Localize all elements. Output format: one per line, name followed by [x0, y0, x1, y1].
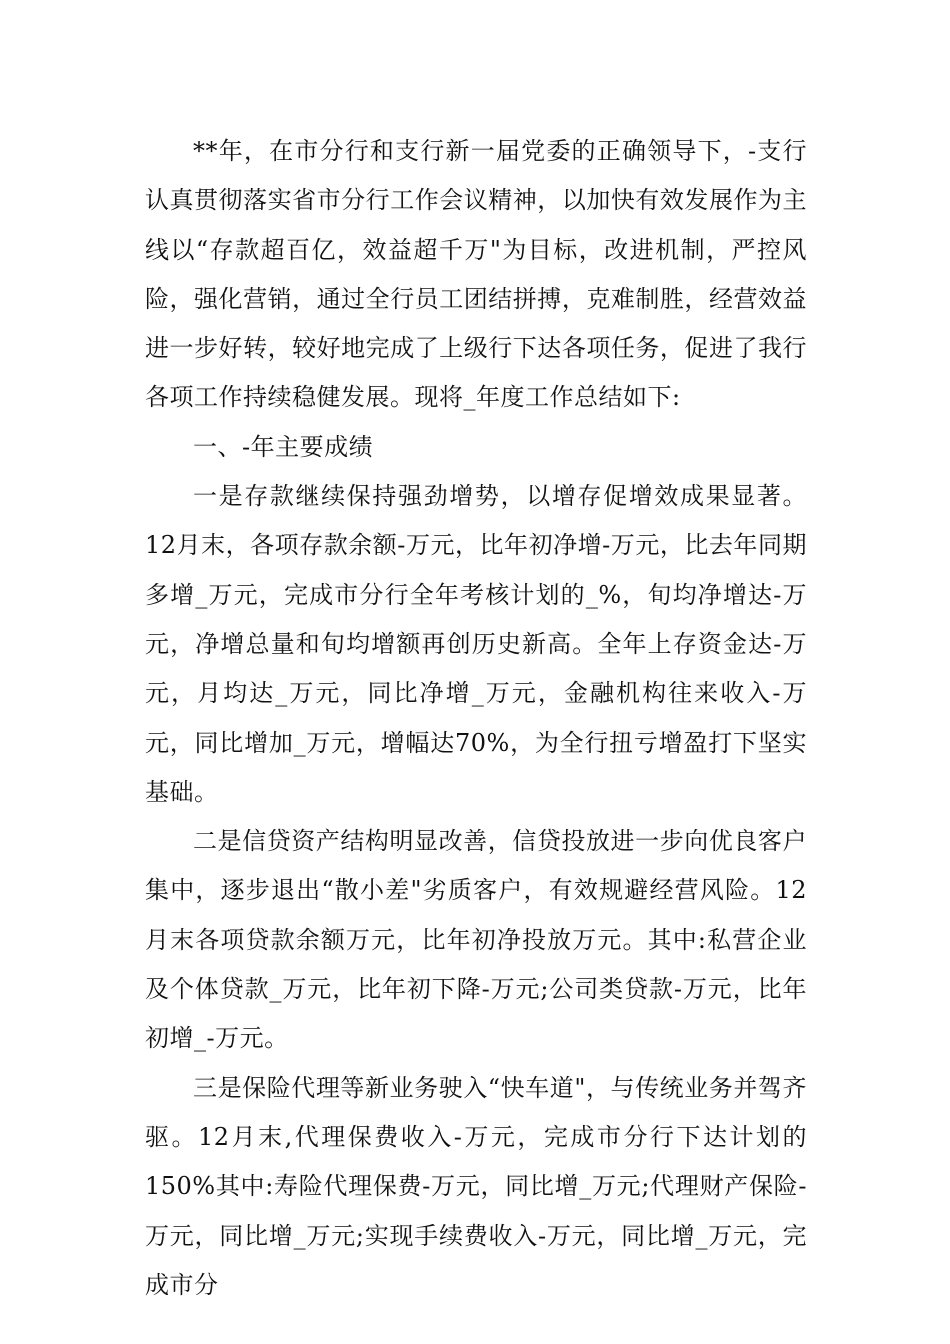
document-body: [145, 127, 807, 1310]
intro-paragraph: **年，在市分行和支行新一届党委的正确领导下，-支行认真贯彻落实省市分行工作会议精神，以加快有效发展作为主线以“存款超百亿，效益超千万"为目标，改进机制，严控风险，强化营销，通过全行员工团结拼搏，克难制胜，经营效益进一步好转，较好地完成了上级行下达各项任务，促进了我行各项工作持续稳健发展。现将_年度工作总结如下:: [145, 137, 807, 412]
achievement-paragraph-credit: 二是信贷资产结构明显改善，信贷投放进一步向优良客户集中，逐步退出“散小差"劣质客户，有效规避经营风险。12月末各项贷款余额万元，比年初净投放万元。其中:私营企业及个体贷款_万元，比年初下降-万元;公司类贷款-万元，比年初增_-万元。: [145, 827, 807, 1053]
achievement-paragraph-insurance: 三是保险代理等新业务驶入“快车道"，与传统业务并驾齐驱。12月末,代理保费收入-万元，完成市分行下达计划的150%其中:寿险代理保费-万元，同比增_万元;代理财产保险-万元，同比增_万元;实现手续费收入-万元，同比增_万元，完成市分: [145, 1073, 807, 1299]
achievement-paragraph-deposits: 一是存款继续保持强劲增势，以增存促增效成果显著。12月末，各项存款余额-万元，比年初净增-万元，比去年同期多增_万元，完成市分行全年考核计划的_%，旬均净增达-万元，净增总量和旬均增额再创历史新高。全年上存资金达-万元，月均达_万元，同比净增_万元，金融机构往来收入-万元，同比增加_万元，增幅达70%，为全行扭亏增盈打下坚实基础。: [145, 482, 807, 806]
section-heading: 一、-年主要成绩: [193, 432, 374, 461]
